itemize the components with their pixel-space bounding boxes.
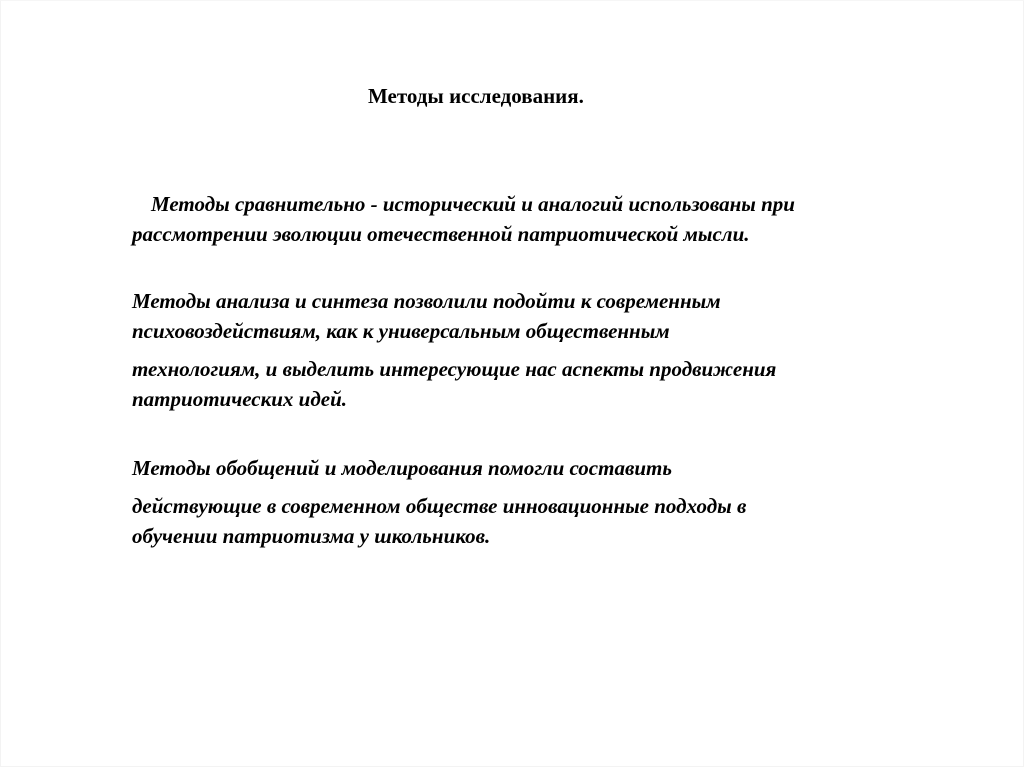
- paragraph-line: Методы анализа и синтеза позволили подойти к современным: [132, 289, 721, 313]
- slide-title: Методы исследования.: [368, 84, 584, 108]
- paragraph-line: патриотических идей.: [132, 387, 348, 411]
- paragraph-line: обучении патриотизма у школьников.: [132, 524, 491, 548]
- paragraph-line: действующие в современном обществе инновационные подходы в: [132, 494, 747, 518]
- paragraph-line: рассмотрении эволюции отечественной патриотической мысли.: [132, 222, 750, 246]
- paragraph-line: Методы обобщений и моделирования помогли составить: [132, 456, 672, 480]
- paragraph-line: технологиям, и выделить интересующие нас аспекты продвижения: [132, 357, 777, 381]
- paragraph-line: Методы сравнительно - исторический и аналогий использованы при: [151, 192, 795, 216]
- paragraph-line: психовоздействиям, как к универсальным общественным: [132, 319, 670, 343]
